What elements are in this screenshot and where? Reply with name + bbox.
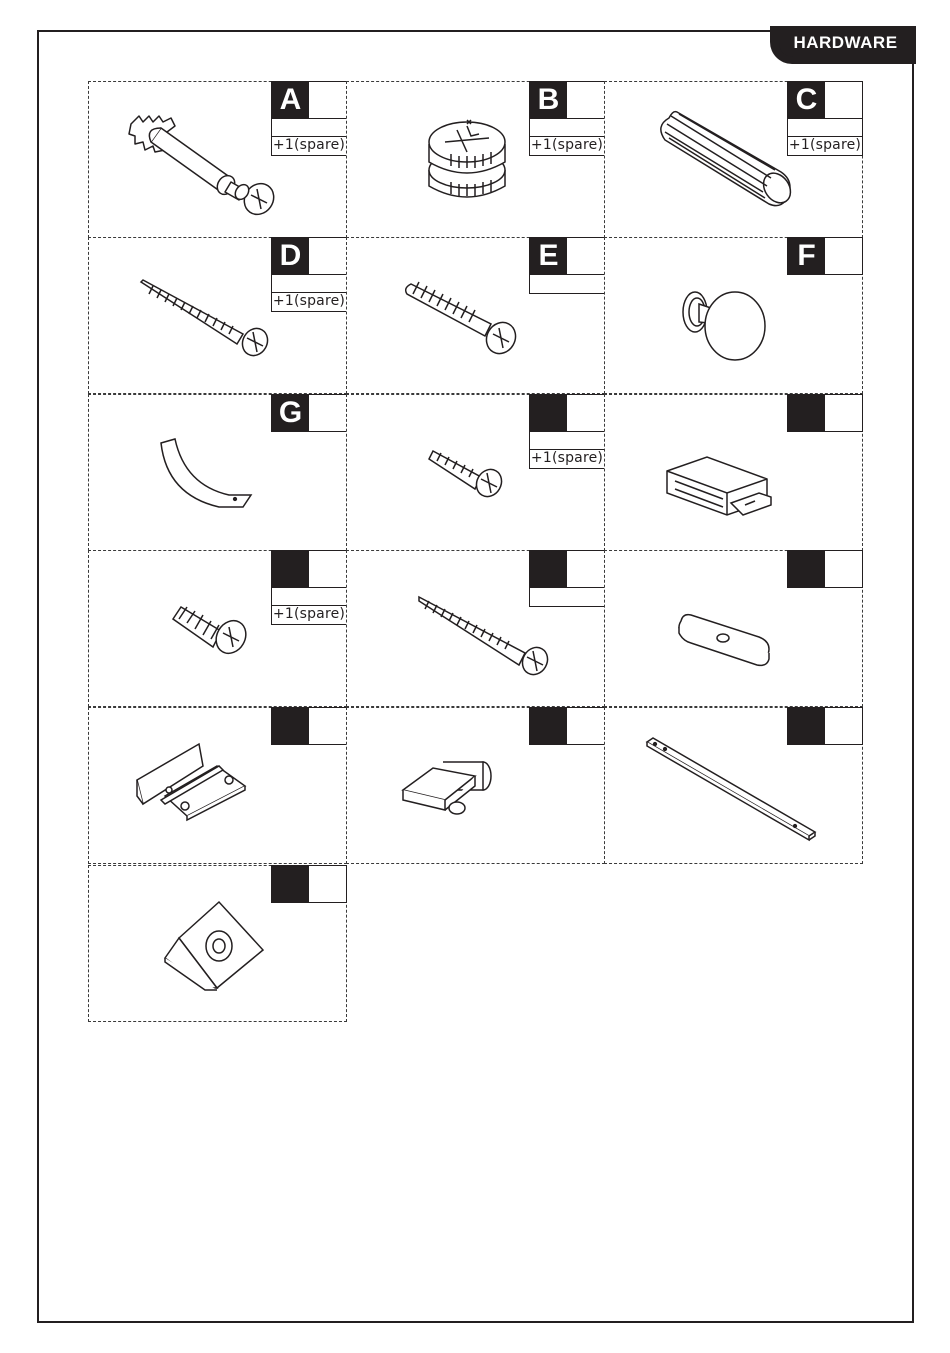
quantity-field (825, 708, 862, 744)
part-label-f (787, 237, 863, 275)
part-cell-m (88, 707, 347, 864)
part-cell-e (346, 237, 605, 394)
part-letter: E (530, 238, 567, 274)
quantity-field (567, 708, 604, 744)
spare-note-box (529, 431, 605, 469)
part-letter (530, 395, 567, 431)
spare-note-box (529, 118, 605, 156)
part-letter: G (272, 395, 309, 431)
spare-note: +1(spare) (272, 606, 346, 622)
part-letter: C (788, 82, 825, 118)
part-cell-l (604, 550, 863, 707)
quantity-field (309, 708, 346, 744)
quantity-field (825, 238, 862, 274)
part-letter: B (530, 82, 567, 118)
quantity-field (825, 551, 862, 587)
part-label-i (787, 394, 863, 432)
part-label-d (271, 237, 347, 275)
part-cell-c (604, 81, 863, 238)
part-letter (788, 395, 825, 431)
part-label-l (787, 550, 863, 588)
part-letter (272, 551, 309, 587)
spare-note-box (271, 118, 347, 156)
part-cell-n (346, 707, 605, 864)
spare-note-box (529, 274, 605, 294)
part-cell-f (604, 237, 863, 394)
part-label-n (529, 707, 605, 745)
quantity-field (567, 238, 604, 274)
quantity-field (309, 866, 346, 902)
part-label-m (271, 707, 347, 745)
spare-note (530, 274, 604, 293)
part-cell-g (88, 394, 347, 551)
spare-note: +1(spare) (530, 137, 604, 153)
part-letter: A (272, 82, 309, 118)
quantity-field (309, 238, 346, 274)
quantity-field (309, 395, 346, 431)
spare-note (530, 587, 604, 606)
part-letter (788, 551, 825, 587)
part-label-c (787, 81, 863, 119)
part-label-e (529, 237, 605, 275)
spare-note: +1(spare) (272, 293, 346, 309)
spare-note: +1(spare) (530, 450, 604, 466)
part-label-o (787, 707, 863, 745)
part-cell-k (346, 550, 605, 707)
part-letter (788, 708, 825, 744)
section-title: HARDWARE (779, 29, 912, 57)
spare-note-box (529, 587, 605, 607)
part-cell-j (88, 550, 347, 707)
spare-note-box (271, 587, 347, 625)
part-cell-d (88, 237, 347, 394)
spare-note-box (787, 118, 863, 156)
part-letter: D (272, 238, 309, 274)
part-label-a (271, 81, 347, 119)
part-cell-b (346, 81, 605, 238)
spare-note: +1(spare) (788, 137, 862, 153)
part-label-b (529, 81, 605, 119)
part-letter (272, 866, 309, 902)
part-letter: F (788, 238, 825, 274)
part-label-h (529, 394, 605, 432)
part-cell-h (346, 394, 605, 551)
part-cell-i (604, 394, 863, 551)
quantity-field (309, 82, 346, 118)
part-label-p (271, 865, 347, 903)
part-cell-a (88, 81, 347, 238)
part-label-g (271, 394, 347, 432)
part-letter (530, 708, 567, 744)
quantity-field (567, 395, 604, 431)
quantity-field (567, 82, 604, 118)
spare-note: +1(spare) (272, 137, 346, 153)
spare-note-box (271, 274, 347, 312)
quantity-field (309, 551, 346, 587)
part-letter (272, 708, 309, 744)
part-cell-p (88, 865, 347, 1022)
part-label-k (529, 550, 605, 588)
quantity-field (567, 551, 604, 587)
part-label-j (271, 550, 347, 588)
quantity-field (825, 395, 862, 431)
part-cell-o (604, 707, 863, 864)
part-letter (530, 551, 567, 587)
quantity-field (825, 82, 862, 118)
